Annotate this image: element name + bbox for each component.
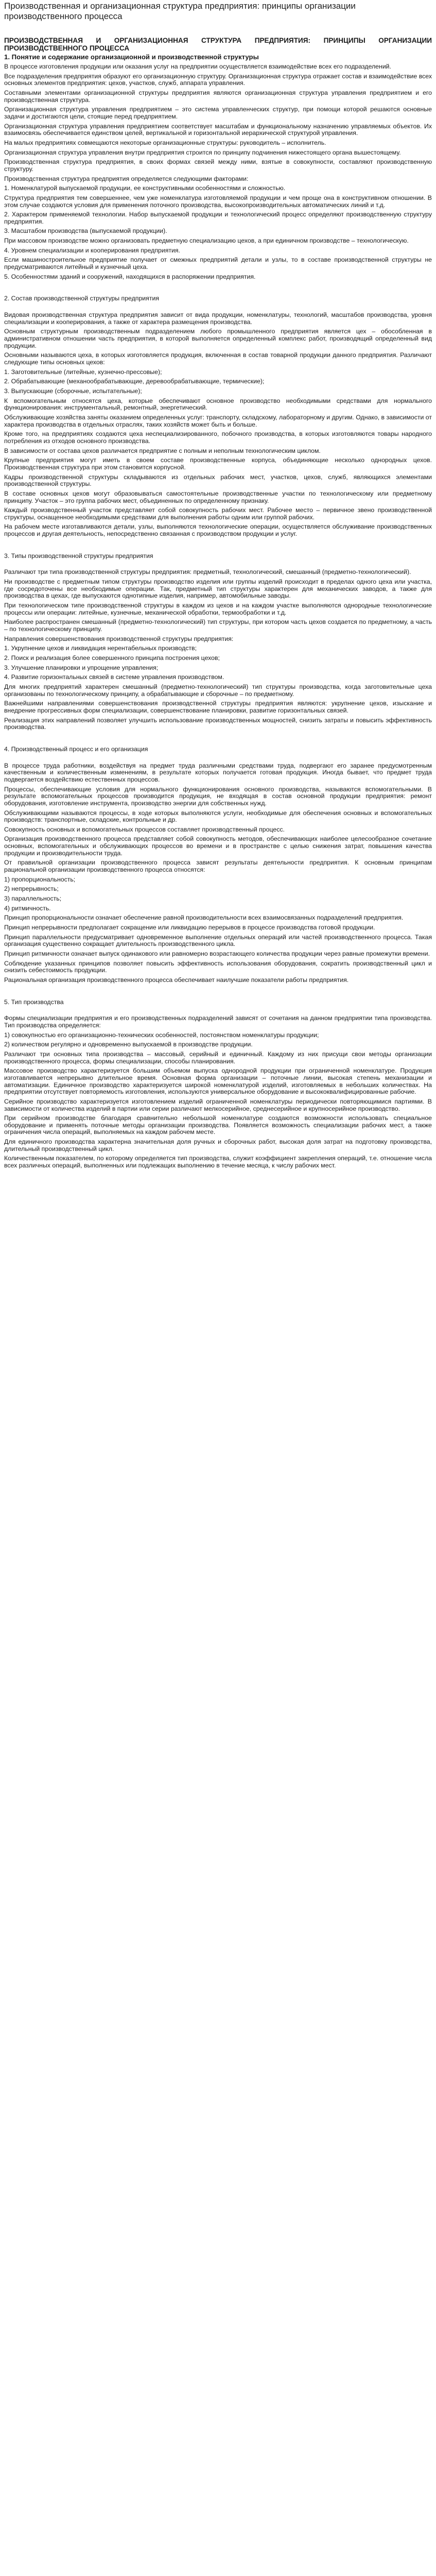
paragraph: 4. Уровнем специализации и кооперирования предприятия. bbox=[4, 246, 180, 254]
paragraph: Кроме того, на предприятиях создаются цеха неспециализированного, побочного производства, в которых изготовляются товары народного потребления из отходов основного производства. bbox=[4, 430, 432, 445]
paragraph: От правильной организации производственного процесса зависят результаты деятельности предприятия. К основным принципам рациональной организации производственного процесса относятся: bbox=[4, 859, 432, 874]
paragraph: Принцип пропорциональности означает обеспечение равной производительности всех взаимосвязанных подразделений предприятия. bbox=[4, 914, 404, 922]
section-5 bbox=[4, 1015, 432, 1169]
paragraph: Крупные предприятия могут иметь в своем составе производственные корпуса, объединяющие несколько однородных цехов. Производственная структура при этом становится корпусной. bbox=[4, 456, 432, 471]
paragraph: 1) пропорциональность; bbox=[4, 875, 76, 883]
section-1 bbox=[4, 63, 432, 280]
paragraph: 1. Номенклатурой выпускаемой продукции, ее конструктивными особенностями и сложностью. bbox=[4, 184, 286, 192]
paragraph: Серийное производство характеризуется изготовлением изделий ограниченной номенклатуры периодически повторяющимися партиями. В зависимости от количества изделий в партии или серии различают мелкосерийное, среднесерийное и крупносерийное производство. bbox=[4, 1097, 432, 1112]
paragraph: 3. Выпускающие (сборочные, испытательные); bbox=[4, 387, 142, 395]
paragraph: Обслуживающими называются процессы, в ходе которых выполняются услуги, необходимые для обеспечения основных и вспомогательных производств: транспортные, складские, контрольные и др. bbox=[4, 809, 432, 824]
paragraph: Кадры производственной структуры складываются из отдельных рабочих мест, участков, цехов, служб, являющихся элементами производственной структуры. bbox=[4, 473, 432, 488]
paragraph: Массовое производство характеризуется большим объемом выпуска однородной продукции при ограниченной номенклатуре. Продукция изготавливается непрерывно длительное время. Основная форма организации – поточные линии, высокая степень механизации и автоматизации. Единичное производство характеризуется широкой номенклатурой изделий, изготовляемых в небольших количествах. На предприятии отсутствует повторяемость изготовления, используются универсальное оборудование и высококвалифицированные рабочие. bbox=[4, 1067, 432, 1096]
article-body bbox=[4, 37, 432, 1170]
paragraph: На рабочем месте изготавливаются детали, узлы, выполняются технологические операции, осуществляется обслуживание производственных процессов и другая деятельность, непосредственно связанная с производством продукции и услуг. bbox=[4, 523, 432, 538]
paragraph: 2. Поиск и реализация более совершенного принципа построения цехов; bbox=[4, 654, 220, 662]
paragraph: 2) количеством регулярно и одновременно выпускаемой в производстве продукции. bbox=[4, 1041, 253, 1048]
paragraph: Основными называются цеха, в которых изготовляется продукция, включенная в состав товарной продукции данного предприятия. Различают следующие типы основных цехов: bbox=[4, 351, 432, 366]
paragraph: Организационная структура управления внутри предприятия строится по принципу подчинения нижестоящего органа вышестоящему. bbox=[4, 148, 401, 156]
paragraph: В зависимости от состава цехов различается предприятие с полным и неполным технологическим циклом. bbox=[4, 447, 321, 454]
paragraph: При массовом производстве можно организовать предметную специализацию цехов, а при единичном производстве – технологическую. bbox=[4, 237, 409, 245]
section-3-title: 3. Типы производственной структуры предприятия bbox=[4, 552, 153, 560]
paragraph: В процессе изготовления продукции или оказания услуг на предприятии осуществляется взаимодействие всех его подразделений. bbox=[4, 63, 391, 70]
paragraph: Все подразделения предприятия образуют его организационную структуру. Организационная структура отражает состав и взаимодействие всех основных элементов предприятия: цехов, участков, служб, аппарата управления. bbox=[4, 72, 432, 87]
paragraph: Различают три основных типа производства – массовый, серийный и единичный. Каждому из них присущи свои методы организации производственного процесса, формы специализации, способы планирования. bbox=[4, 1050, 432, 1065]
section-4-title: 4. Производственный процесс и его организация bbox=[4, 745, 148, 753]
paragraph: Видовая производственная структура предприятия зависит от вида продукции, номенклатуры, технологий, масштабов производства, уровня специализации и кооперирования, а также от характера размещения производства. bbox=[4, 311, 432, 326]
paragraph: Направления совершенствования производственной структуры предприятия: bbox=[4, 635, 234, 642]
section-3 bbox=[4, 569, 432, 731]
paragraph: Если машиностроительное предприятие получает от смежных предприятий детали и узлы, то в составе производственной структуры не предусматриваются литейный и кузнечный цеха. bbox=[4, 256, 432, 271]
main-heading: ПРОИЗВОДСТВЕННАЯ И ОРГАНИЗАЦИОННАЯ СТРУКТУРА ПРЕДПРИЯТИЯ: ПРИНЦИПЫ ОРГАНИЗАЦИИ ПРОИЗВОДСТВЕННОГО ПРОЦЕССА bbox=[4, 37, 432, 52]
paragraph: Для многих предприятий характерен смешанный (предметно-технологический) тип структуры производства, когда заготовительные цеха организованы по технологическому принципу, а обрабатывающие и сборочные – по предметному. bbox=[4, 683, 432, 698]
paragraph: Реализация этих направлений позволяет улучшить использование производственных мощностей, снизить затраты и повысить эффективность производства. bbox=[4, 716, 432, 731]
paragraph: Организация производственного процесса представляет собой совокупность методов, обеспечивающих наиболее целесообразное сочетание основных, вспомогательных и обслуживающих процессов во времени и в пространстве с целью снижения затрат, повышения качества продукции и производительности труда. bbox=[4, 835, 432, 857]
paragraph: Организационная структура управления предприятием соответствует масштабам и функциональному назначению управляемых объектов. Их взаимосвязь обеспечивается единством целей, вертикальной и горизонтальной иерархической структурой управления. bbox=[4, 122, 432, 137]
section-2-title: 2. Состав производственной структуры предприятия bbox=[4, 295, 159, 302]
paragraph: Формы специализации предприятия и его производственных подразделений зависят от сочетания на данном предприятии типа производства. Тип производства определяется: bbox=[4, 1014, 432, 1029]
paragraph: Рациональная организация производственного процесса обеспечивает наилучшие показатели работы предприятия. bbox=[4, 976, 349, 984]
paragraph: Соблюдение указанных принципов позволяет повысить эффективность использования оборудования, сократить производственный цикл и снизить себестоимость продукции. bbox=[4, 959, 432, 974]
paragraph: Для единичного производства характерна значительная доля ручных и сборочных работ, высокая доля затрат на подготовку производства, длительный производственный цикл. bbox=[4, 1138, 432, 1153]
paragraph: При серийном производстве благодаря сравнительно небольшой номенклатуре создаются возможности использовать специальное оборудование и применять поточные методы организации производства. Появляется возможность специализации рабочих мест, а также ограничения числа операций, выполняемых на каждом рабочем месте. bbox=[4, 1114, 432, 1136]
section-2 bbox=[4, 312, 432, 538]
section-5-title: 5. Тип производства bbox=[4, 998, 64, 1006]
paragraph: Процессы, обеспечивающие условия для нормального функционирования основного производства, называются вспомогательными. В результате вспомогательных процессов производится продукция, не входящая в состав основной продукции предприятия: ремонт оборудования, изготовление инструмента, производство энергии для собственных нужд. bbox=[4, 785, 432, 807]
paragraph: 2) непрерывность; bbox=[4, 885, 59, 893]
paragraph: 4. Развитие горизонтальных связей в системе управления производством. bbox=[4, 673, 224, 681]
paragraph: Наиболее распространен смешанный (предметно-технологический) тип структуры, при котором часть цехов создается по предметному, а часть – по технологическому принципу. bbox=[4, 618, 432, 633]
paragraph: На малых предприятиях совмещаются некоторые организационные структуры: руководитель – исполнитель. bbox=[4, 139, 326, 146]
paragraph: 3. Масштабом производства (выпускаемой продукции). bbox=[4, 227, 167, 235]
paragraph: Совокупность основных и вспомогательных процессов составляет производственный процесс. bbox=[4, 825, 285, 833]
section-4 bbox=[4, 762, 432, 984]
paragraph: Количественным показателем, по которому определяется тип производства, служит коэффициент закрепления операций, т.е. отношение числа всех различных операций, выполненных или подлежащих выполнению в течение месяца, к числу рабочих мест. bbox=[4, 1155, 432, 1170]
paragraph: Основным структурным производственным подразделением любого промышленного предприятия является цех – обособленная в административном отношении часть предприятия, в которой выполняется определенный комплекс работ, производящий определенный вид продукции. bbox=[4, 328, 432, 349]
paragraph: Организационная структура управления предприятием – это система управленческих структур, при помощи которой решаются основные задачи и достигаются цели, стоящие перед предприятием. bbox=[4, 106, 432, 120]
paragraph: Составными элементами организационной структуры предприятия являются организационная структура управления предприятием и его производственная структура. bbox=[4, 89, 432, 104]
paragraph: 3. Улучшение планировки и упрощение управления; bbox=[4, 664, 159, 671]
paragraph: Структура предприятия тем совершеннее, чем уже номенклатура изготовляемой продукции и чем проще она в конструктивном отношении. В этом случае создаются условия для применения поточного производства, высокопроизводительных автоматических линий и т.д. bbox=[4, 194, 432, 209]
paragraph: Ни производстве с предметным типом структуры производство изделия или группы изделий происходит в пределах одного цеха или участка, где сосредоточены все необходимые операции. Так, предметный тип структуры характерен для механических заводов, а также для производства в цехах, где выпускаются однотипные изделия, например, автомобильные заводы. bbox=[4, 578, 432, 600]
paragraph: 3) параллельность; bbox=[4, 895, 62, 903]
paragraph: 4) ритмичность. bbox=[4, 904, 51, 912]
paragraph: Производственная структура предприятия, в своих формах связей между ними, взятые в совокупности, составляют производственную структуру. bbox=[4, 158, 432, 173]
paragraph: 2. Характером применяемой технологии. Набор выпускаемой продукции и технологический процесс определяют производственную структуру предприятия. bbox=[4, 211, 432, 225]
sub-heading: 1. Понятие и содержание организационной и производственной структуры bbox=[4, 53, 259, 61]
paragraph: 1. Заготовительные (литейные, кузнечно-прессовые); bbox=[4, 368, 162, 376]
paragraph: 1. Укрупнение цехов и ликвидация нерентабельных производств; bbox=[4, 645, 197, 652]
paragraph: Принцип непрерывности предполагает сокращение или ликвидацию перерывов в процессе производства готовой продукции. bbox=[4, 924, 375, 931]
paragraph: 2. Обрабатывающие (механообрабатывающие, деревообрабатывающие, термические); bbox=[4, 378, 265, 385]
paragraph: В процессе труда работники, воздействуя на предмет труда различными средствами труда, подвергают его заранее предусмотренным качественным и количественным изменениям, в результате которых получается готовая продукция. Иногда бывает, что предмет труда подвергается воздействию естественных процессов. bbox=[4, 761, 432, 783]
page bbox=[0, 0, 436, 1174]
paragraph: Принцип параллельности предусматривает одновременное выполнение отдельных операций или частей производственного процесса. Такая организация существенно сокращает длительность производственного цикла. bbox=[4, 933, 432, 948]
paragraph: Важнейшими направлениями совершенствования производственной структуры предприятия являются: укрупнение цехов, изыскание и внедрение прогрессивных форм специализации, совершенствование планировки, развитие горизонтальных связей. bbox=[4, 700, 432, 714]
paragraph: В составе основных цехов могут образовываться самостоятельные производственные участки по технологическому или предметному принципу. Участок – это группа рабочих мест, объединенных по определенному признаку. bbox=[4, 489, 432, 504]
paragraph: К вспомогательным относятся цеха, которые обеспечивают основное производство необходимыми средствами для нормального функционирования: инструментальный, ремонтный, энергетический. bbox=[4, 397, 432, 412]
paragraph: При технологическом типе производственной структуры в каждом из цехов и на каждом участке выполняются однородные технологические процессы или операции: литейные, кузнечные, механической обработки, термообработки и т.д. bbox=[4, 602, 432, 616]
paragraph: 5. Особенностями зданий и сооружений, находящихся в распоряжении предприятия. bbox=[4, 273, 256, 280]
paragraph: Обслуживающие хозяйства заняты оказанием определенных услуг: транспорту, складскому, лабораторному и другим. Однако, в зависимости от характера производства в отдельных отраслях, таких хозяйств может быть и больше. bbox=[4, 413, 432, 428]
paragraph: 1) совокупностью его организационно-технических особенностей, постоянством номенклатуры продукции; bbox=[4, 1031, 319, 1039]
paragraph: Различают три типа производственной структуры предприятия: предметный, технологический, смешанный (предметно-технологический). bbox=[4, 568, 411, 576]
paragraph: Каждый производственный участок представляет собой совокупность рабочих мест. Рабочее место – первичное звено производственной структуры, оснащенное необходимыми средствами для выполнения работы одним или группой рабочих. bbox=[4, 506, 432, 521]
page-title: Производственная и организационная структура предприятия: принципы организации производственного процесса bbox=[4, 1, 356, 21]
paragraph: Принцип ритмичности означает выпуск одинакового или равномерно возрастающего количества продукции через равные промежутки времени. bbox=[4, 950, 430, 957]
paragraph: Производственная структура предприятия определяется следующими факторами: bbox=[4, 175, 249, 182]
